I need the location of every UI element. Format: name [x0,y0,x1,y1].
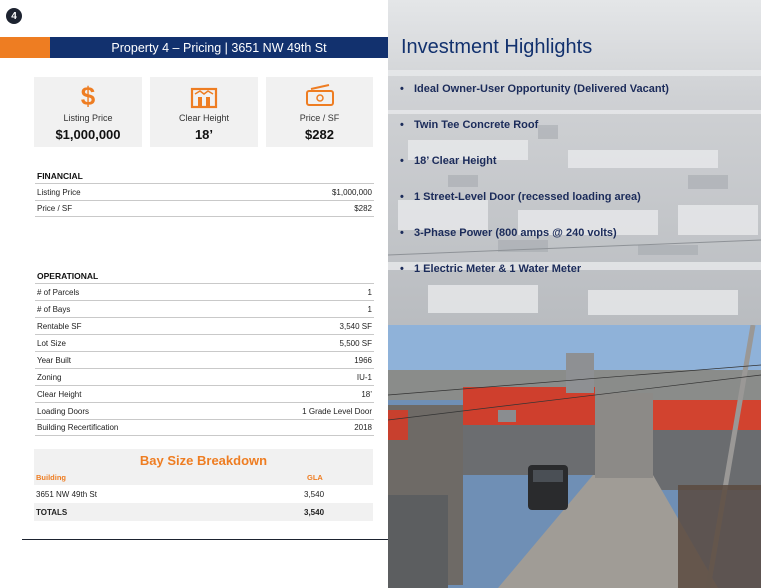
list-item: • Ideal Owner-User Opportunity (Delivered Vacant) [400,83,755,119]
bay-size-breakdown [34,449,373,521]
page-number-badge: 4 [6,8,22,24]
row-value: IU-1 [356,372,372,382]
table-row [35,200,374,217]
table-row [35,183,374,200]
column-header-building: Building [36,473,66,482]
row-label: Listing Price [37,187,81,197]
dollar-icon [73,83,103,109]
bay-gla: 3,540 [304,490,325,499]
highlights-panel [388,0,761,588]
list-item: • 3-Phase Power (800 amps @ 240 volts) [400,227,755,263]
list-item: • 18’ Clear Height [400,155,755,191]
bay-table-header [34,473,373,485]
row-value: $282 [354,204,372,213]
stat-card-clear-height [150,77,258,147]
bay-breakdown-title: Bay Size Breakdown [34,449,373,485]
totals-value: 3,540 [304,508,325,517]
highlights-title: Investment Highlights [401,36,593,58]
property-photo [388,325,761,588]
row-value: 2018 [354,423,372,432]
stat-value: $1,000,000 [55,127,121,142]
stat-value: 18’ [194,127,214,142]
row-label: Rentable SF [37,321,82,331]
table-row [35,402,374,419]
list-item: • 1 Electric Meter & 1 Water Meter [400,263,755,299]
row-label: # of Bays [37,304,71,314]
table-row [35,283,374,300]
table-row [35,317,374,334]
stat-label: Price / SF [299,113,340,123]
table-row [35,368,374,385]
svg-text:$: $ [80,83,96,109]
money-icon [305,83,335,109]
stat-label: Clear Height [178,113,230,123]
row-value: 5,500 SF [339,338,372,348]
table-row [34,485,373,503]
row-value: 1966 [354,355,372,365]
financial-table [35,183,374,217]
row-value: 1 [367,287,372,297]
stat-card-listing-price [34,77,142,147]
row-value: 3,540 SF [339,321,372,331]
row-value: 1 Grade Level Door [302,406,372,416]
row-value: $1,000,000 [331,187,372,197]
row-label: Building Recertification [37,423,119,432]
warehouse-icon [189,83,219,109]
stat-label: Listing Price [63,113,113,123]
operational-table [35,283,374,436]
stat-card-price-sf [266,77,373,147]
list-item: • 1 Street-Level Door (recessed loading area) [400,191,755,227]
table-row [35,334,374,351]
row-label: Zoning [37,372,62,382]
totals-label: TOTALS [36,508,68,517]
row-label: Clear Height [37,389,82,399]
row-label: Loading Doors [37,406,90,416]
stat-value: $282 [305,127,334,142]
row-label: Price / SF [37,204,73,213]
table-row [35,300,374,317]
table-row [35,419,374,436]
row-value: 1 [367,304,372,314]
row-label: Lot Size [37,338,66,348]
row-label: Year Built [37,355,71,365]
highlights-list [400,83,755,299]
row-label: # of Parcels [37,287,80,297]
table-row [35,351,374,368]
bottom-divider [22,539,388,540]
operational-section-title: OPERATIONAL [37,271,99,281]
page-title: Property 4 – Pricing | 3651 NW 49th St [50,37,388,58]
orange-accent-tab [0,37,50,58]
row-value: 18’ [361,389,372,399]
financial-section-title: FINANCIAL [37,171,83,181]
bay-building: 3651 NW 49th St [36,490,97,499]
totals-row [34,503,373,521]
list-item: • Twin Tee Concrete Roof [400,119,755,155]
column-header-gla: GLA [307,473,323,482]
table-row [35,385,374,402]
